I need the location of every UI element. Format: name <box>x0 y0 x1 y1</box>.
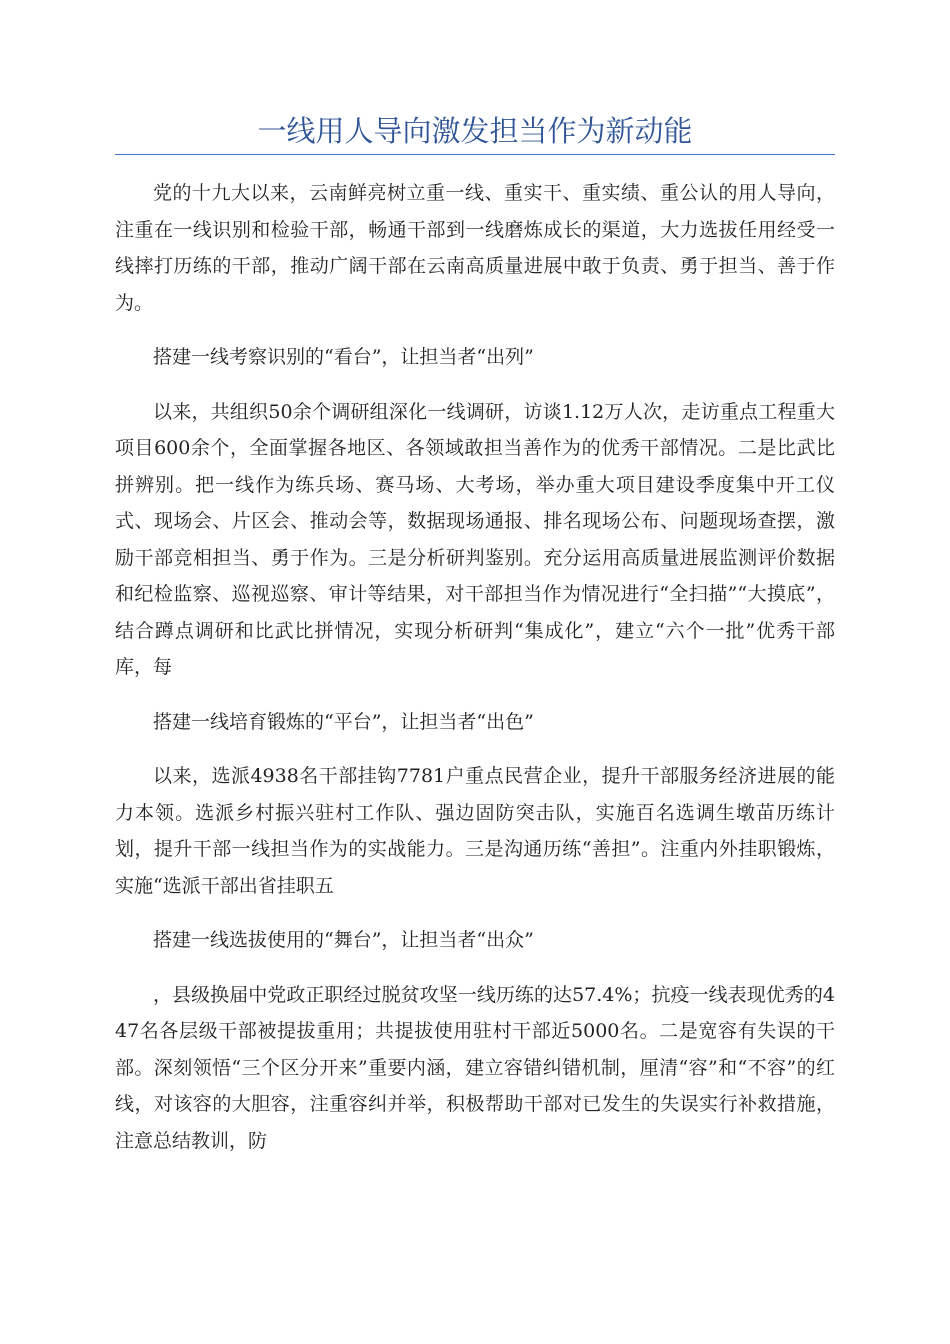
section-heading-2: 搭建一线培育锻炼的“平台”，让担当者“出色” <box>153 710 534 733</box>
paragraph-section-2: 以来，选派4938名干部挂钩7781户重点民营企业，提升干部服务经济进展的能力本领。选派乡村振兴驻村工作队、强边固防突击队，实施百名选调生墩苗历练计划，提升干部一线担当作为的实战能力。三是沟通历练“善担”。注重内外挂职锻炼，实施“选派干部出省挂职五 <box>115 765 835 897</box>
document-body <box>115 175 835 1177</box>
paragraph-section-1: 以来，共组织50余个调研组深化一线调研，访谈1.12万人次，走访重点工程重大项目600余个，全面掌握各地区、各领域敢担当善作为的优秀干部情况。二是比武比拼辨别。把一线作为练兵场、赛马场、大考场，举办重大项目建设季度集中开工仪式、现场会、片区会、推动会等，数据现场通报、排名现场公布、问题现场查摆，激励干部竞相担当、勇于作为。三是分析研判鉴别。充分运用高质量进展监测评价数据和纪检监察、巡视巡察、审计等结果，对干部担当作为情况进行“全扫描”“大摸底”，结合蹲点调研和比武比拼情况，实现分析研判“集成化”，建立“六个一批”优秀干部库，每 <box>115 400 835 678</box>
paragraph-intro: 党的十九大以来，云南鲜亮树立重一线、重实干、重实绩、重公认的用人导向，注重在一线识别和检验干部，畅通干部到一线磨炼成长的渠道，大力选拔任用经受一线摔打历练的干部，推动广阔干部在云南高质量进展中敢于负责、勇于担当、善于作为。 <box>115 182 835 314</box>
section-heading-3: 搭建一线选拔使用的“舞台”，让担当者“出众” <box>153 929 534 951</box>
title-underline <box>115 154 835 155</box>
document-title: 一线用人导向激发担当作为新动能 <box>257 114 693 148</box>
section-heading-1: 搭建一线考察识别的“看台”，让担当者“出列” <box>153 346 534 368</box>
paragraph-section-3: ，县级换届中党政正职经过脱贫攻坚一线历练的达57.4%；抗疫一线表现优秀的447名各层级干部被提拔重用；共提拔使用驻村干部近5000名。二是宽容有失误的干部。深刻领悟“三个区分开来”重要内涵，建立容错纠错机制，厘清“容”和“不容”的红线，对该容的大胆容，注重容纠并举，积极帮助干部对已发生的失误实行补救措施，注意总结教训，防 <box>115 983 835 1152</box>
